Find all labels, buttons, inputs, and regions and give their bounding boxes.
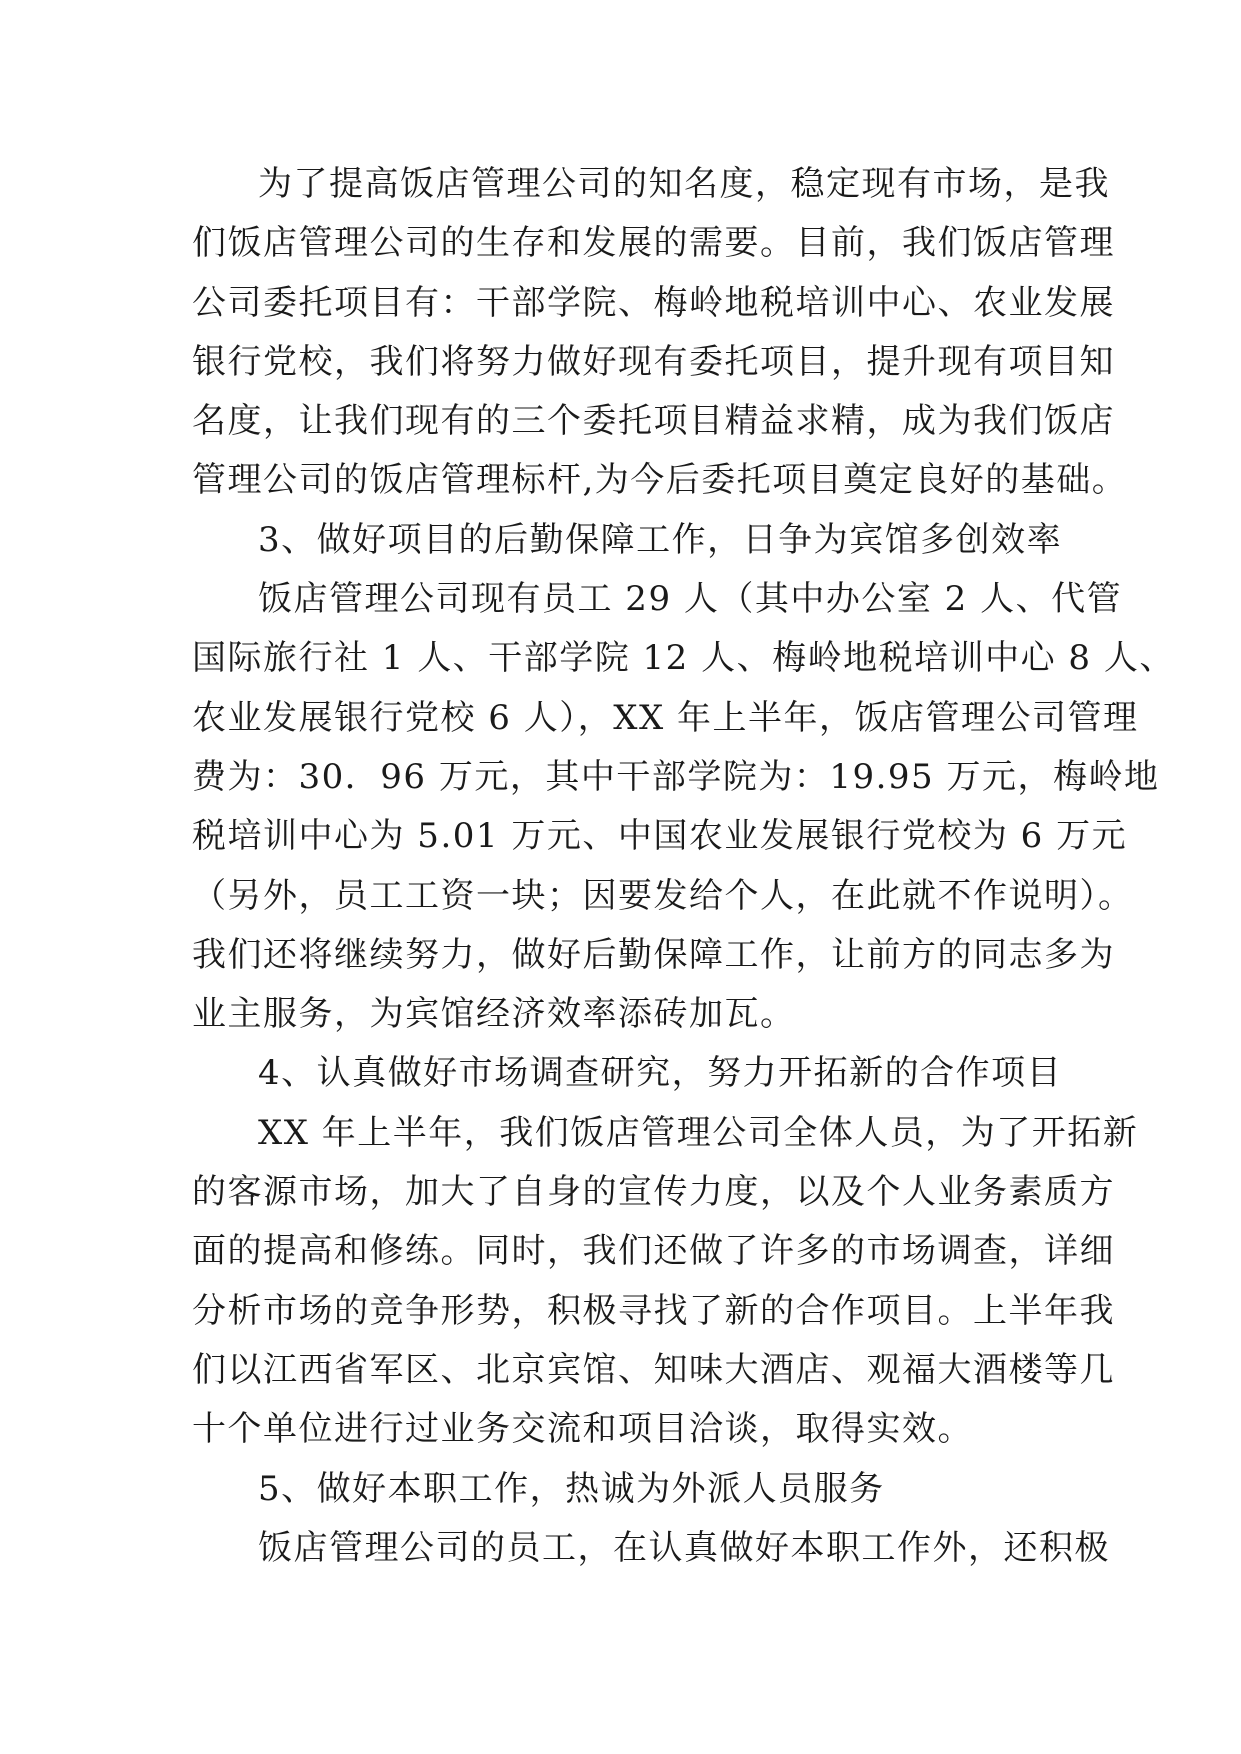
paragraph-line: 业主服务，为宾馆经济效率添砖加瓦。 bbox=[192, 994, 796, 1035]
paragraph-line: 我们还将继续努力，做好后勤保障工作，让前方的同志多为 bbox=[192, 934, 1115, 975]
section-heading: 4、认真做好市场调查研究，努力开拓新的合作项目 bbox=[258, 1053, 1063, 1094]
paragraph-line: 农业发展银行党校 6 人），XX 年上半年，饭店管理公司管理 bbox=[192, 697, 1139, 738]
section-heading: 3、做好项目的后勤保障工作，日争为宾馆多创效率 bbox=[258, 519, 1063, 560]
paragraph-line: 公司委托项目有：干部学院、梅岭地税培训中心、农业发展 bbox=[192, 282, 1115, 323]
paragraph-line: XX 年上半年，我们饭店管理公司全体人员，为了开拓新 bbox=[258, 1112, 1139, 1153]
paragraph-line: 们以江西省军区、北京宾馆、知味大酒店、观福大酒楼等几 bbox=[192, 1349, 1115, 1390]
paragraph-line: 国际旅行社 1 人、干部学院 12 人、梅岭地税培训中心 8 人、 bbox=[192, 638, 1175, 679]
paragraph-line: 十个单位进行过业务交流和项目洽谈，取得实效。 bbox=[192, 1409, 973, 1450]
section-heading: 5、做好本职工作，热诚为外派人员服务 bbox=[258, 1468, 885, 1509]
paragraph-line: 银行党校，我们将努力做好现有委托项目，提升现有项目知 bbox=[192, 341, 1115, 382]
document-body bbox=[192, 155, 1175, 1578]
paragraph-line: 们饭店管理公司的生存和发展的需要。目前，我们饭店管理 bbox=[192, 223, 1115, 264]
paragraph-line: 面的提高和修练。同时，我们还做了许多的市场调查，详细 bbox=[192, 1231, 1115, 1272]
paragraph-line: 饭店管理公司的员工，在认真做好本职工作外，还积极 bbox=[258, 1527, 1110, 1568]
paragraph-line: 为了提高饭店管理公司的知名度，稳定现有市场，是我 bbox=[258, 164, 1110, 204]
paragraph-line: 的客源市场，加大了自身的宣传力度，以及个人业务素质方 bbox=[192, 1172, 1115, 1213]
paragraph-line: （另外，员工工资一块；因要发给个人，在此就不作说明）。 bbox=[192, 875, 1134, 916]
paragraph-line: 名度，让我们现有的三个委托项目精益求精，成为我们饭店 bbox=[192, 401, 1115, 442]
paragraph-line: 饭店管理公司现有员工 29 人（其中办公室 2 人、代管 bbox=[258, 579, 1123, 620]
paragraph-line: 管理公司的饭店管理标杆,为今后委托项目奠定良好的基础。 bbox=[192, 460, 1128, 501]
paragraph-line: 费为：30．96 万元，其中干部学院为：19.95 万元，梅岭地 bbox=[192, 756, 1160, 797]
paragraph-line: 税培训中心为 5.01 万元、中国农业发展银行党校为 6 万元 bbox=[192, 816, 1128, 857]
paragraph-line: 分析市场的竞争形势，积极寻找了新的合作项目。上半年我 bbox=[192, 1290, 1115, 1331]
